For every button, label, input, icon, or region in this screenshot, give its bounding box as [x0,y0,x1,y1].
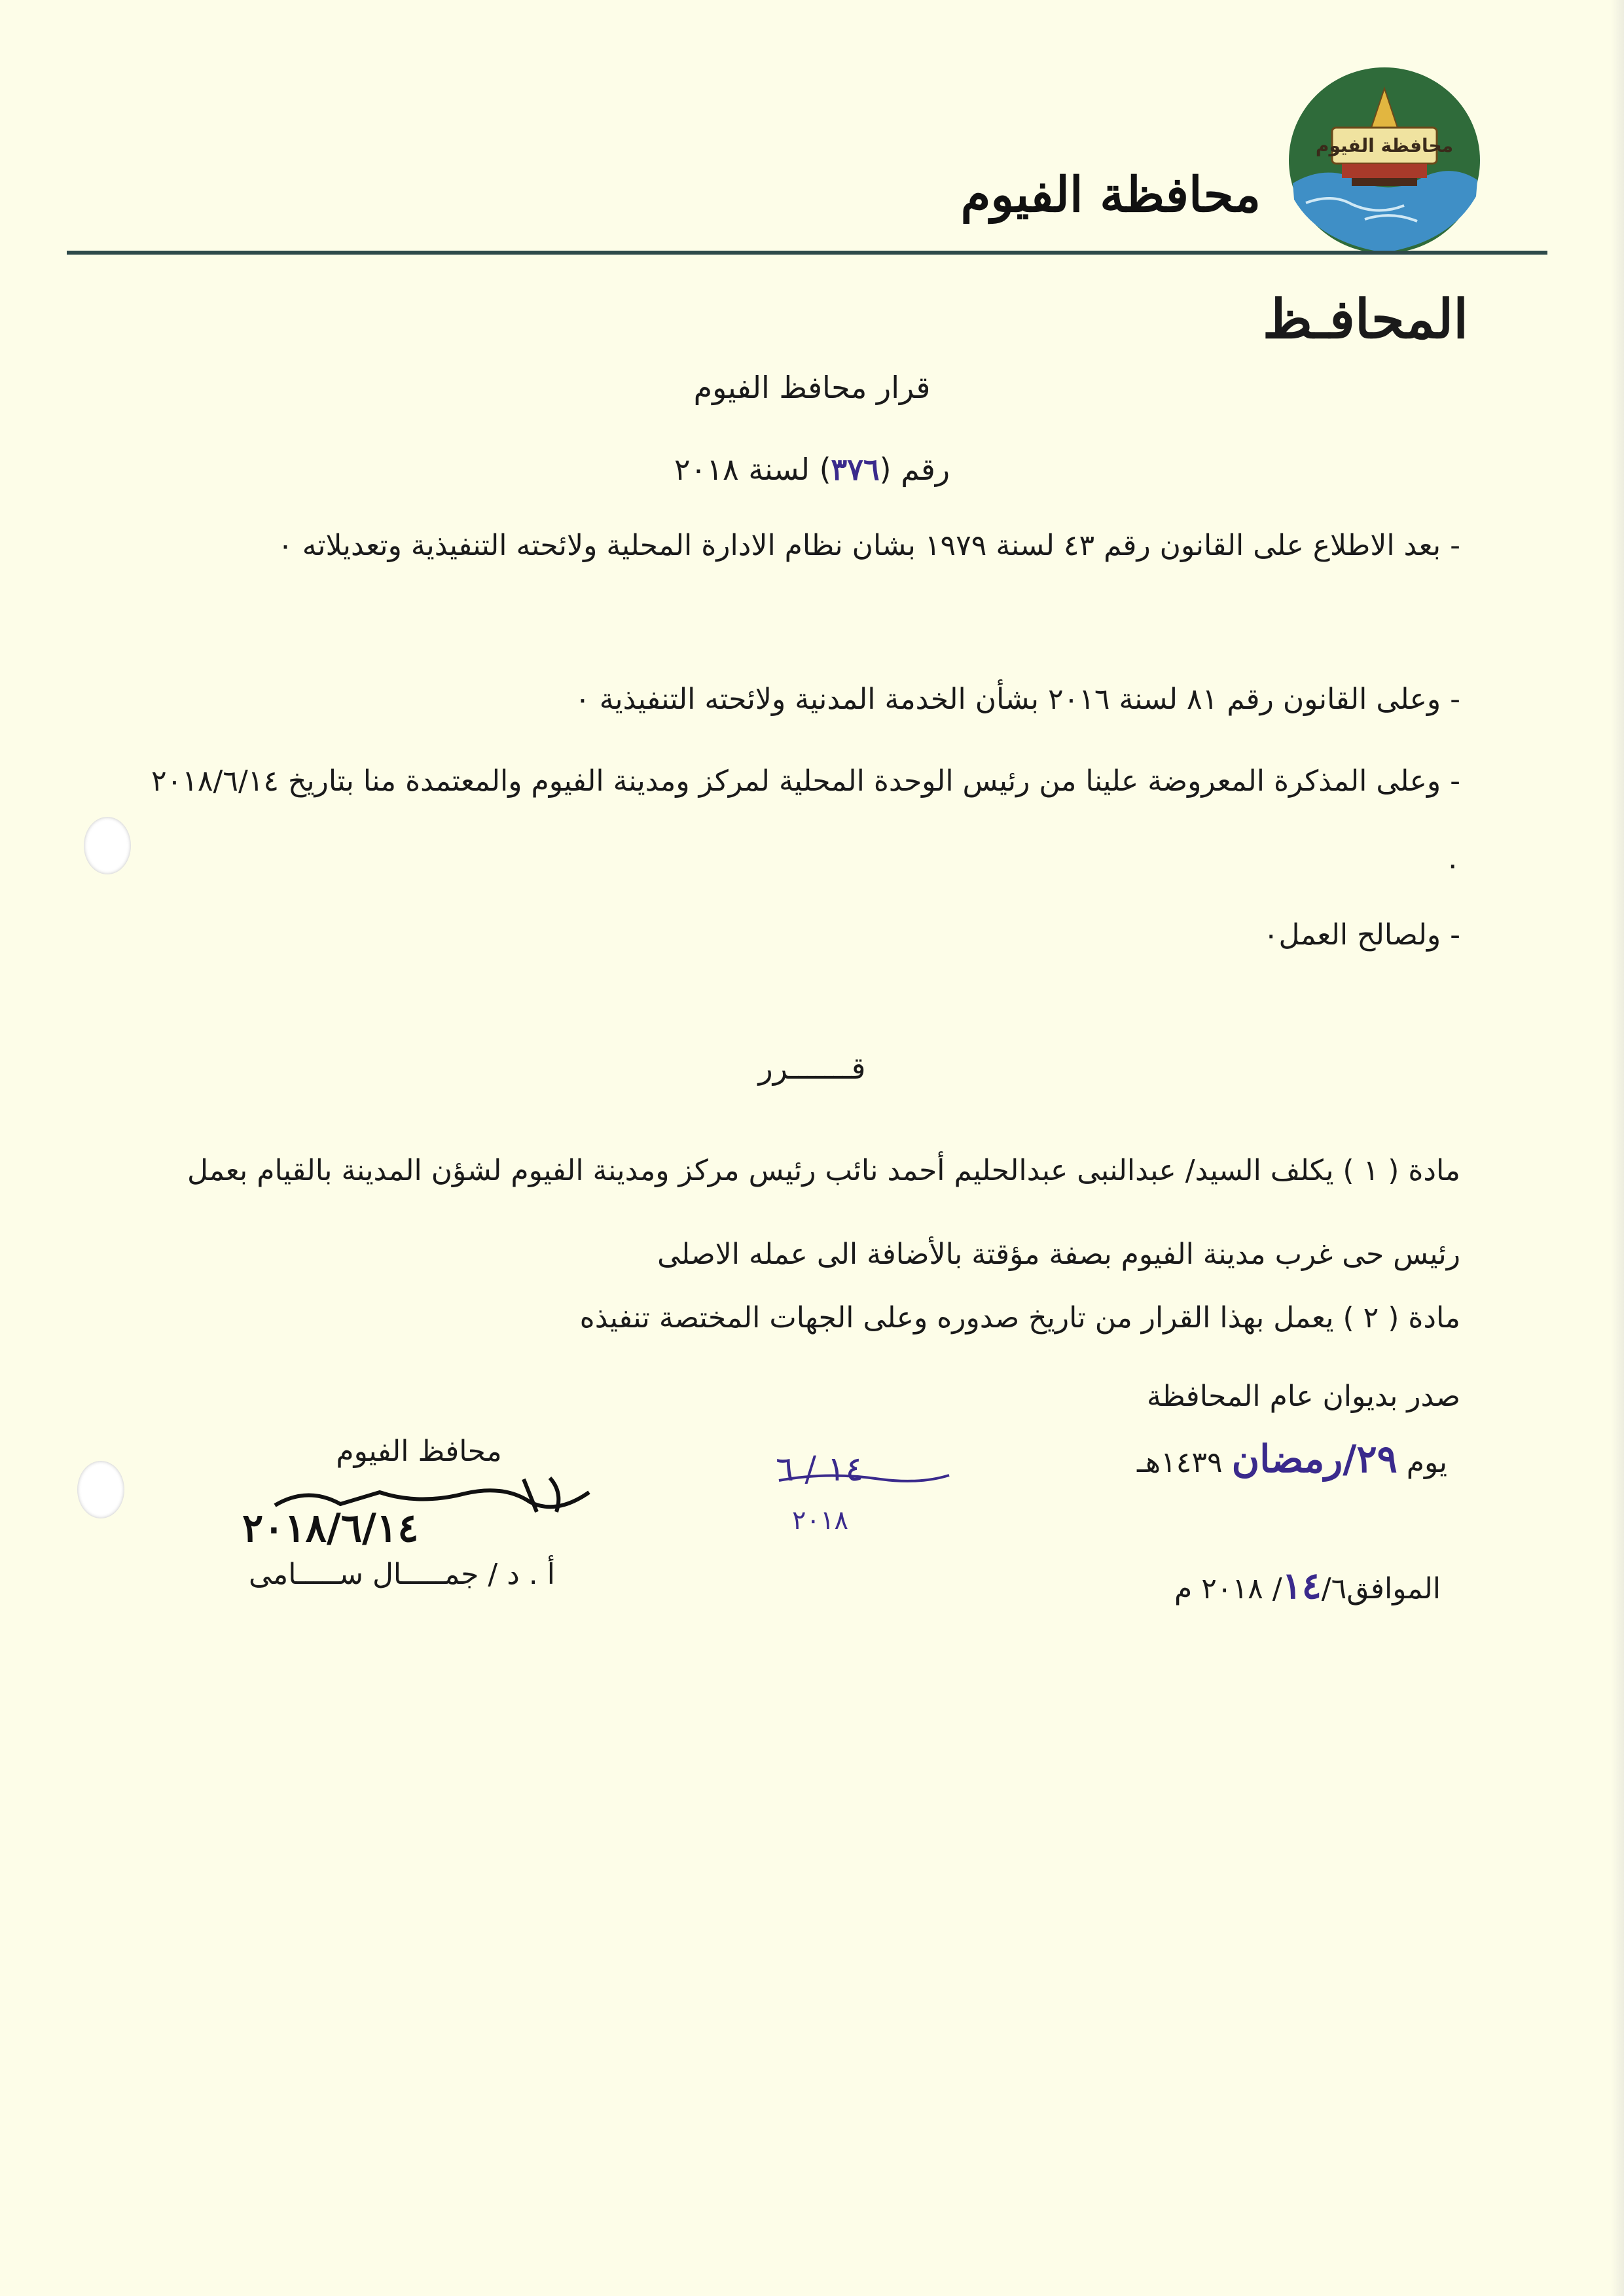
preamble-item: - ولصالح العمل٠ [1263,918,1460,952]
decision-number-prefix: رقم ( [879,452,950,487]
signature-handwritten-date: ٢٠١٨/٦/١٤ [242,1505,419,1551]
governorate-logo [1286,65,1483,255]
article-1: مادة ( ١ ) يكلف السيد/ عبدالنبى عبدالحليم أحمد نائب رئيس مركز ومدينة الفيوم لشؤن المدينة بالقيام بعمل رئيس حى غرب مدينة الفيوم بصفة مؤقتة بالأضافة الى عمله الاصلى [187,1154,1460,1271]
middle-handwritten-date: ١٤ / ٦ [776,1450,864,1489]
middle-date-underline [776,1466,952,1486]
preamble-item: - وعلى القانون رقم ٨١ لسنة ٢٠١٦ بشأن الخدمة المدنية ولائحته التنفيذية ٠ [575,683,1460,716]
governorate-name: محافظة الفيوم [960,167,1261,223]
decided-heading: قـــــــرر [758,1050,866,1086]
hijri-date-prefix: يوم [1406,1446,1447,1479]
signature-title: محافظ الفيوم [336,1435,502,1468]
governor-name: أ . د / جمـــــال ســـــامى [249,1558,555,1591]
issued-at: صدر بديوان عام المحافظة [1146,1380,1460,1413]
hijri-date-line [1137,1437,1447,1481]
decision-title: قرار محافظ الفيوم [693,370,931,405]
gregorian-date-line [1174,1564,1441,1607]
hijri-year: ١٤٣٩هـ [1137,1446,1223,1479]
decision-number [0,452,1624,487]
logo-text: محافظة الفيوم [1315,135,1454,156]
gregorian-date-rest: /٦/ ٢٠١٨ م [1174,1572,1347,1605]
header-divider [67,251,1547,255]
preamble-item: - وعلى المذكرة المعروضة علينا من رئيس الوحدة المحلية لمركز ومدينة الفيوم والمعتمدة منا بتاريخ ٢٠١٨/٦/١٤ ٠ [151,764,1460,882]
decision-number-suffix: ) لسنة ٢٠١٨ [674,452,831,487]
gregorian-day-handwritten: ١٤ [1282,1564,1322,1607]
punch-hole [84,817,131,874]
gregorian-date-prefix: الموافق [1346,1572,1441,1605]
office-title: المحافـظ [1262,288,1468,351]
hijri-date-handwritten: ٢٩/رمضان [1231,1437,1398,1481]
preamble-item: - بعد الاطلاع على القانون رقم ٤٣ لسنة ١٩٧٩ بشان نظام الادارة المحلية ولائحته التنفيذية وتعديلاته ٠ [278,529,1460,562]
scan-edge-shadow [1611,0,1624,2296]
punch-hole [77,1461,124,1518]
decision-number-handwritten: ٣٧٦ [831,452,880,487]
middle-handwritten-year: ٢٠١٨ [792,1505,848,1535]
article-2: مادة ( ٢ ) يعمل بهذا القرار من تاريخ صدوره وعلى الجهات المختصة تنفيذه [579,1301,1460,1335]
